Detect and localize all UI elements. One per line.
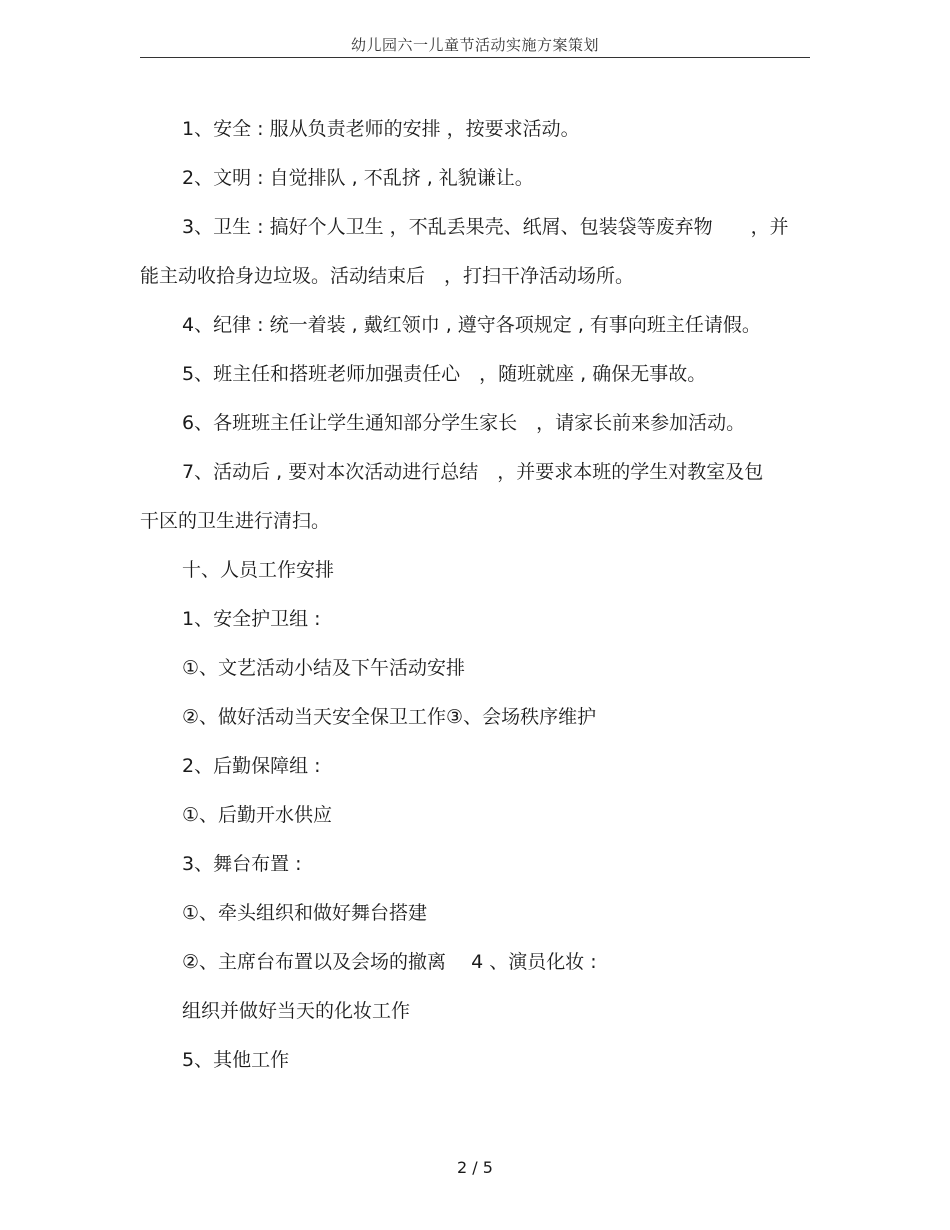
paragraph-line: 7、活动后 , 要对本次活动进行总结 ，并要求本班的学生对教室及包 bbox=[182, 461, 764, 483]
list-item: 组织并做好当天的化妆工作 bbox=[182, 1000, 411, 1022]
paragraph-line: 4、纪律 : 统一着装 , 戴红领巾 , 遵守各项规定 , 有事向班主任请假。 bbox=[182, 314, 761, 336]
paragraph-line: 6、各班班主任让学生通知部分学生家长 ，请家长前来参加活动。 bbox=[182, 412, 746, 434]
subsection-heading: 3、舞台布置 : bbox=[182, 853, 302, 875]
paragraph-line: 1、安全 : 服从负责老师的安排 ，按要求活动。 bbox=[182, 118, 580, 140]
paragraph-line-continuation: 能主动收拾身边垃圾。活动结束后 ，打扫干净活动场所。 bbox=[140, 265, 635, 287]
page-header-title: 幼儿园六一儿童节活动实施方案策划 bbox=[350, 36, 599, 54]
subsection-heading: 5、其他工作 bbox=[182, 1049, 290, 1071]
list-item: ①、牵头组织和做好舞台搭建 bbox=[182, 902, 428, 924]
paragraph-line: 5、班主任和搭班老师加强责任心 ，随班就座 , 确保无事故。 bbox=[182, 363, 707, 385]
paragraph-line-continuation: 干区的卫生进行清扫。 bbox=[140, 510, 331, 532]
subsection-heading: 1、安全护卫组 : bbox=[182, 608, 321, 630]
page-number: 2 / 5 bbox=[457, 1158, 493, 1177]
list-item: ①、后勤开水供应 bbox=[182, 804, 333, 826]
section-heading: 十、人员工作安排 bbox=[182, 559, 335, 581]
list-item: ②、做好活动当天安全保卫工作③、会场秩序维护 bbox=[182, 706, 597, 728]
document-body bbox=[140, 105, 812, 1085]
subsection-heading: 2、后勤保障组 : bbox=[182, 755, 321, 777]
list-item: ①、文艺活动小结及下午活动安排 bbox=[182, 657, 466, 679]
page-header bbox=[140, 28, 810, 58]
paragraph-line: 3、卫生 : 搞好个人卫生 ，不乱丢果壳、纸屑、包装袋等废弃物 ，并 bbox=[182, 216, 789, 238]
list-item: ②、主席台布置以及会场的撤离 4 、演员化妆 : bbox=[182, 951, 597, 973]
paragraph-line: 2、文明 : 自觉排队 , 不乱挤 , 礼貌谦让。 bbox=[182, 167, 534, 189]
